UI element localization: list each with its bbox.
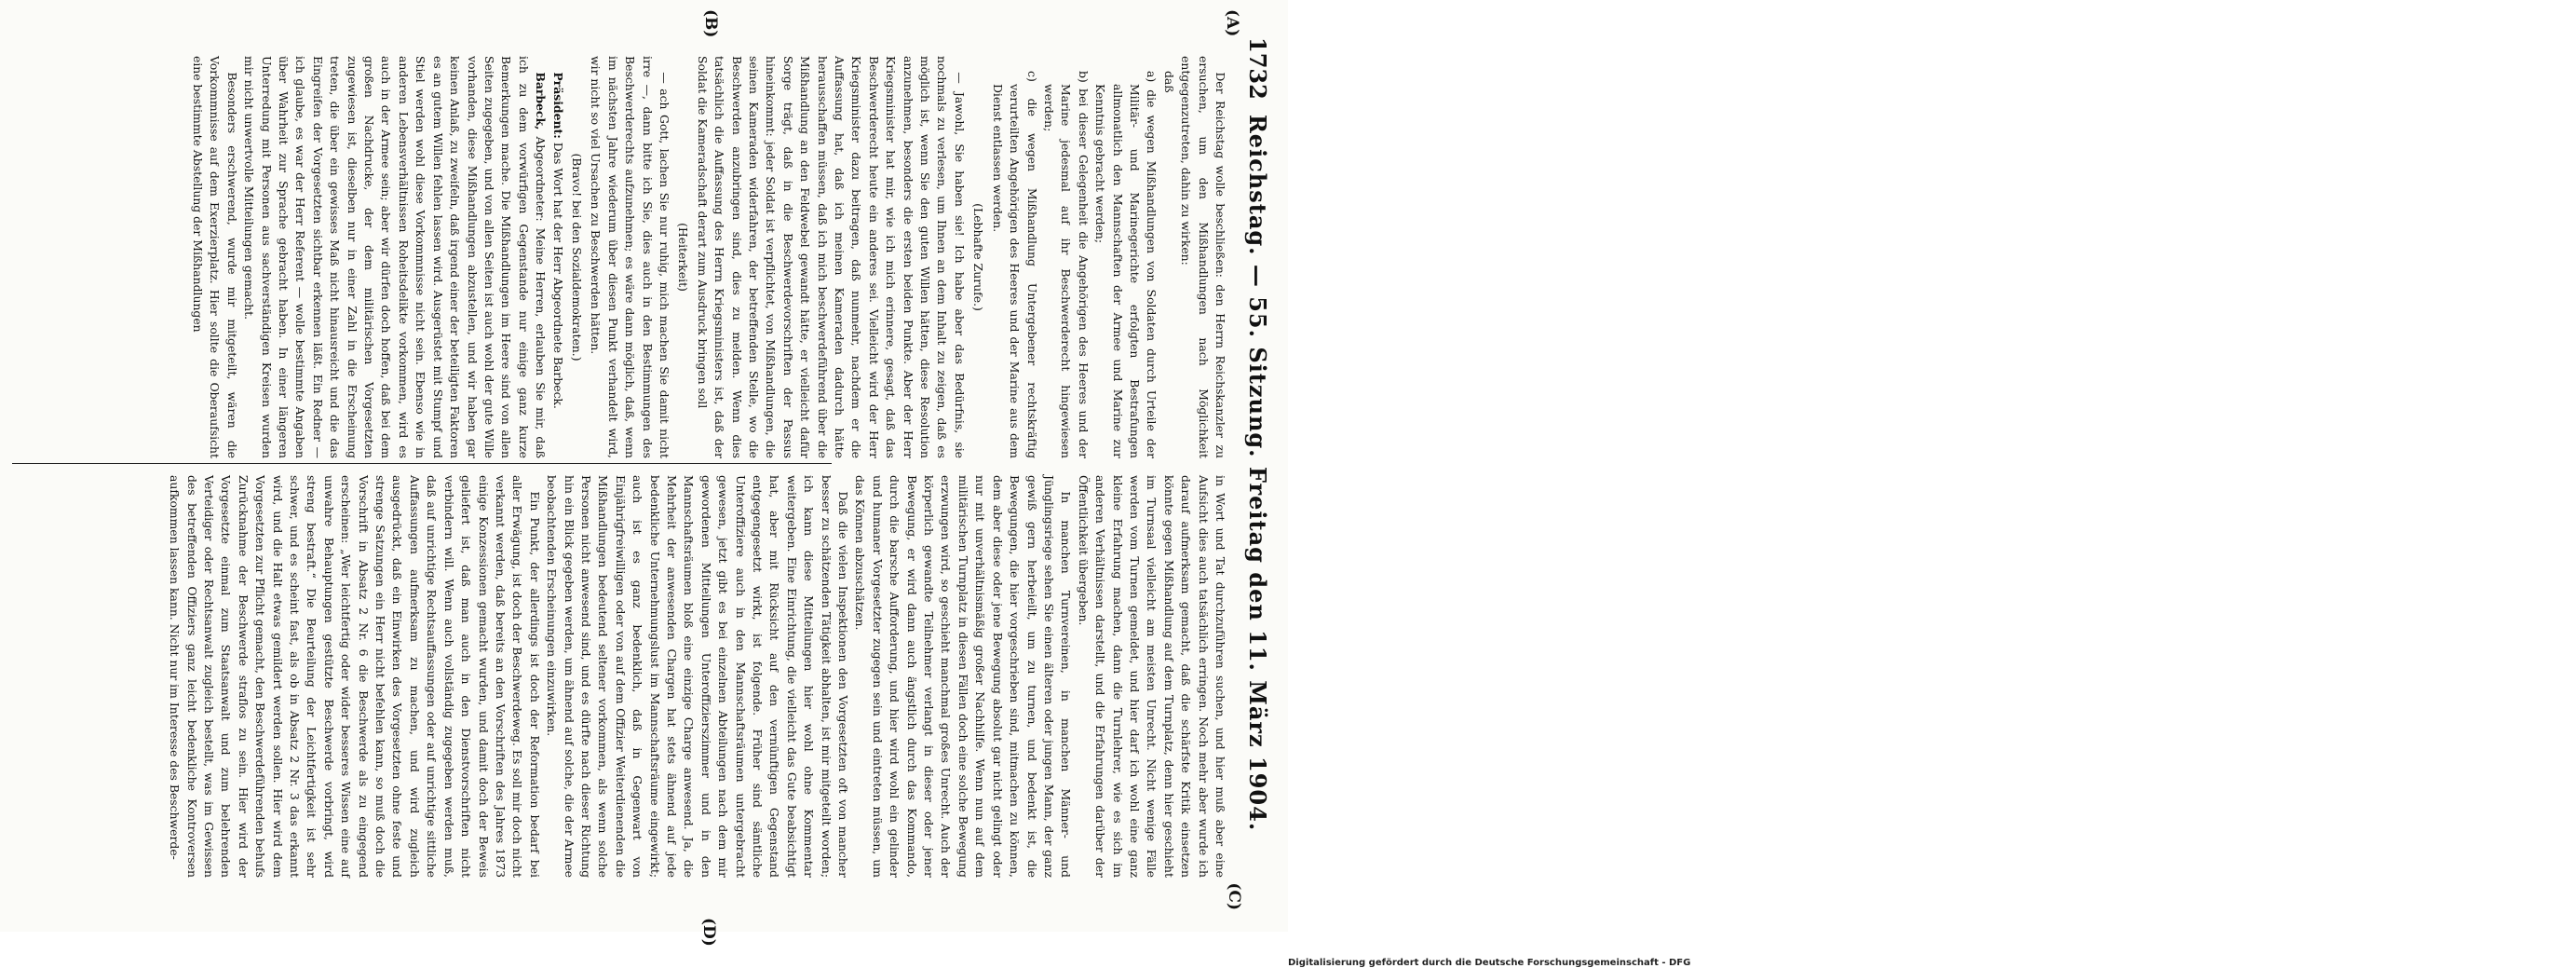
paragraph (549, 56, 565, 458)
digitization-credit: Digitalisierung gefördert durch die Deutsche Forschungsgemeinschaft - DFG (1288, 958, 1691, 968)
paragraph (1177, 56, 1228, 458)
left-text-column (18, 56, 1228, 458)
paragraph-text: In manchen Turnvereinen, in manchen Männer- und Jünglingsriege sehen Sie einen älteren oder jungen Mann, der ganz gewiß gern herbeieilt, um zu turnen, und bedenkt ist, die Bewegungen, die hier vorgeschrieben sind, mitmachen zu können, dem aber diese oder jene Bewegung absolut gar nicht gelingt oder nur mit unverhältnismäßig großer Nachhilfe. Wenn nun auf dem militärischen Turnplatz in diesen Fällen doch eine solche Bewegung erzwungen wird, so geschieht manchmal großes Unrecht. Auch der körperlich gewandte Teilnehmer verlangt in dieser oder jener Bewegung, er wird dann auch ängstlich durch das Kommando, durch die barsche Aufforderung, und hier wird wohl ein gelinder und humaner Vorgesetzter zugegen sein und eintreten müssen, um das Können abzuschätzen. (853, 475, 1074, 878)
paragraph-text: c) die wegen Mißhandlung Untergebener rechtskräftig verurteilten Angehörigen des Heeres und der Marine aus dem Dienst entlassen werden. (990, 71, 1039, 458)
paragraph (693, 56, 968, 458)
resolution-item (1159, 71, 1176, 458)
right-text-column (18, 475, 1228, 878)
paragraph-text: Daß die vielen Inspektionen den Vorgesetzten oft von mancher besser zu schätzenden Tätigkeit abhalten, ist mir mitgeteilt worden; ich kann diese Mitteilungen hier wohl ohne Kommentar weitergeben. Eine Einrichtung, die vielleicht das Gute beabsichtigt hat, aber mit Rücksicht auf den vernünftigen Gegenstand entgegengesetzt wirkt, ist folgende. Früher sind sämtliche Unteroffiziere auch in den Mannschaftsräumen untergebracht gewesen, jetzt gibt es bei einzelnen Abteilungen nach dem mir gewordenen Mitteilungen Unteroffizierszimmer und in den Mannschaftsräumen bloß eine einzige Charge anwesend. Ja, die Mehrheit der anwesenden Chargen hat stets ähnend auf jede bedenkliche Unternehmungslust im Mannschaftsräume eingewirkt; auch ist es ganz bedenklich, daß in Gegenwart von Einjährigfreiwilligen oder von auf dem Offizier Weiterdienenden die Mißhandlungen bedeutend seltener vorkommen, als wenn solche Personen nicht anwesend sind, und es dürfte nach dieser Richtung hin ein Blick gegeben werden, um ähnend auf solche, die der Armee beobachtenden Erscheinungen einzuwirken. (545, 475, 851, 878)
paragraph-text: (Lebhafte Zurufe.) (971, 203, 986, 311)
speaker-name: Barbeck, (534, 72, 549, 130)
paragraph-text: — Jawohl, Sie haben sie! Ich habe aber das Bedürfnis, sie nochmals zu verlesen, um Ihnen an dem Inhalt zu zeigen, daß es möglich ist, wenn Sie den guten Willen hätten, diese Resolution anzunehmen, besonders die ersten beiden Punkte. Aber der Herr Kriegsminister hat mir, wie ich mich erinnere, gesagt, daß das Beschwerderecht heute ein anderes sei. Vielleicht wird der Herr Kriegsminister dazu beitragen, daß nunmehr, nachdem er die Auffassung hat, daß ich meinen Kameraden dadurch hätte herausschaffen müssen, daß ich mich beschwerdeführend über die Mißhandlung an den Feldwebel gewandt hätte, er vielleicht dafür Sorge trägt, daß in die Beschwerdevorschriften der Passus hineinkommt: jeder Soldat ist verpflichtet, von Mißhandlungen, die seinen Kameraden widerfahren, der betreffenden Stelle, wo die Beschwerden anzubringen sind, dies zu melden. Wenn dies tatsächlich die Auffassung des Herrn Kriegsministers ist, daß der Soldat die Kameradschaft derart zum Ausdruck bringen soll (695, 56, 967, 458)
paragraph (851, 475, 1074, 878)
interjection (969, 56, 986, 458)
paragraph (543, 475, 851, 878)
paragraph-text: Abgeordneter: Meine Herren, erlauben Sie mir, daß ich zu dem vorwürfigen Gegenstande nur einige ganz kurze Bemerkungen mache. Die Mißhandlungen im Heere sind von allen Seiten zugegeben, und von allen Seiten ist auch wohl der gute Wille vorhanden, diese Mißhandlungen abzustellen, und wir haben gar keinen Anlaß, zu zweifeln, daß irgend einer der beteiligten Faktoren es an gutem Willen fehlen lassen wird. Ausgerüstet mit Stumpf und Stiel werden wohl diese Vorkommnisse nicht sein. Ebenso wie in anderen Lebensverhältnissen Roheitsdelikte vorkommen, wird es auch in der Armee sein; aber wir dürfen doch hoffen, daß bei dem großen Nachdrucke, der dem militärischen Vorgesetzten zugewiesen ist, dieselben nur in einer Zahl in die Erscheinung treten, die über ein gewisses Maß nicht hinausreicht und die das Eingreifen der Vorgesetzten sichtbar erkennen läßt. Ein Redner — ich glaube, es war der Herr Referent — wolle bestimmte Angaben über Wahrheit zur Sprache gebracht haben. In einer längeren Unterredung mit Personen aus sachverständigen Kreisen wurden mir nicht unwertvolle Mitteilungen gemacht. (242, 56, 549, 458)
paragraph-text: Das Wort hat der Herr Abgeordnete Barbeck. (550, 142, 565, 409)
column-divider (12, 463, 832, 464)
paragraph-text: b) bei dieser Gelegenheit die Angehörigen des Heeres und der Marine jedesmal auf ihr Beschwerderecht hingewiesen werden; (1041, 71, 1091, 458)
margin-marker-c: (C) (1225, 882, 1243, 910)
paragraph-text: a) die wegen Mißhandlungen von Soldaten durch Urteile der Militär- und Marinegerichte erfolgten Bestrafungen allmonatlich den Mannschaften der Armee und Marine zur Kenntnis gebracht werden; (1093, 71, 1159, 458)
page-header (1225, 37, 1271, 910)
margin-marker-b: (B) (701, 9, 720, 38)
margin-marker-d: (D) (699, 918, 718, 947)
paragraph-text: — ach Gott, lachen Sie nur ruhig, mich machen Sie damit nicht irre —, dann bitte ich Sie, dies auch in den Bestimmungen des Beschwerderechts aufzunehmen; es wäre dann möglich, daß, wenn im nächsten Jahre wiederum über diesen Punkt verhandelt wird, wir nicht so viel Ursachen zu Beschwerden hätten. (589, 56, 671, 458)
paragraph (189, 56, 240, 458)
paragraph-text: in Wort und Tat durchzuführen suchen, und hier muß aber eine Aufsicht dies auch tatsächlich erringen. Noch mehr aber wurde ich darauf aufmerksam gemacht, daß die schärfste Kritik einsetzen könnte gegen Mißhandlung auf dem Turnplatz, denn hier geschieht im Turnsaal vielleicht am meisten Unrecht. Nicht wenige Fälle werden vom Turnen gemeldet, und hier darf ich wohl eine ganz kleine Erfahrung machen, dann die Turnlehrer, wie es sich im anderen Verhältnissen darstellt, und die Erfahrungen darüber der Öffentlichkeit übergeben. (1076, 475, 1227, 878)
paragraph (166, 475, 543, 878)
paragraph-text: Besonders erschwerend, wurde mir mitgeteilt, wären die Vorkommnisse auf dem Exerzierplatz. Hier sollte die Oberaufsicht eine bestimmte Abstellung der Mißhandlungen (191, 56, 239, 458)
paragraph-text: daß (1161, 71, 1176, 93)
paragraph-text: Der Reichstag wolle beschließen: den Herrn Reichskanzler zu ersuchen, um den Mißhandlungen nach Möglichkeit entgegenzutreten, dahin zu wirken: (1179, 56, 1227, 458)
running-title: Reichstag. — 55. Sitzung. Freitag den 11. März 1904. (1244, 114, 1271, 832)
paragraph-text: (Heiterkeit) (676, 223, 691, 292)
interjection (568, 56, 585, 458)
paragraph-text: (Bravo! bei den Sozialdemokraten.) (569, 153, 584, 361)
speaker-name: Präsident: (550, 72, 565, 139)
resolution-item (988, 71, 1039, 458)
paragraph (587, 56, 672, 458)
paragraph-text: Ein Punkt, der allerdings ist doch der Reformation bedarf bei aller Erwägung, ist doch der Beschwerdeweg. Es soll mir doch nicht verkannt werden, daß bereits an den Vorschriften des Jahres 1873 einige Konzessionen gemacht wurden, und damit doch der Beweis geliefert ist, daß man auch in den Dienstvorschriften nicht verbindern will. Wenn auch vollständig zugegeben werden muß, daß auf unrichtige Rechtsauffassungen oder auf unrichtige sittliche Auffassungen aufmerksam zu machen, und wird zugleich ausgedrückt, daß ein Einwirken des Vorgesetzten ohne feste und strenge Satzungen ein Herr nicht befehlen kann, so muß doch die Vorschrift in Absatz 2 Nr. 6 die Beschwerde als zu eingegend erscheinen: „Wer leichtfertig oder wider besseres Wissen eine auf unwahre Behauptungen gestützte Beschwerde vorbringt, wird streng bestraft.“ Die Beurteilung der Leichtfertigkeit ist sehr schwer, und es scheint fast, als ob in Absatz 2 Nr. 3 das erkannt wird, und die Halt etwas gemildert werden sollen. Hier wird dem Vorgesetzten zur Pflicht gemacht, den Beschwerdeführenden behufs Zurücknahme der Beschwerde straflos zu sein. Hier wird der Vorgesetzte einmal zum Staatsanwalt und zum belehrenden Verteidiger oder Rechtsanwalt zugleich bestellt, was im Gewissen des betreffenden Offiziers ganz leicht bedenkliche Kontroversen aufkommen lassen kann. Nicht nur im Interesse des Beschwerde- (168, 475, 542, 878)
page-number: 1732 (1244, 37, 1271, 100)
resolution-item (1091, 71, 1160, 458)
paragraph (1074, 475, 1228, 878)
paragraph (240, 56, 549, 458)
margin-marker-a: (A) (1223, 9, 1241, 37)
interjection (674, 56, 691, 458)
resolution-item (1040, 71, 1091, 458)
